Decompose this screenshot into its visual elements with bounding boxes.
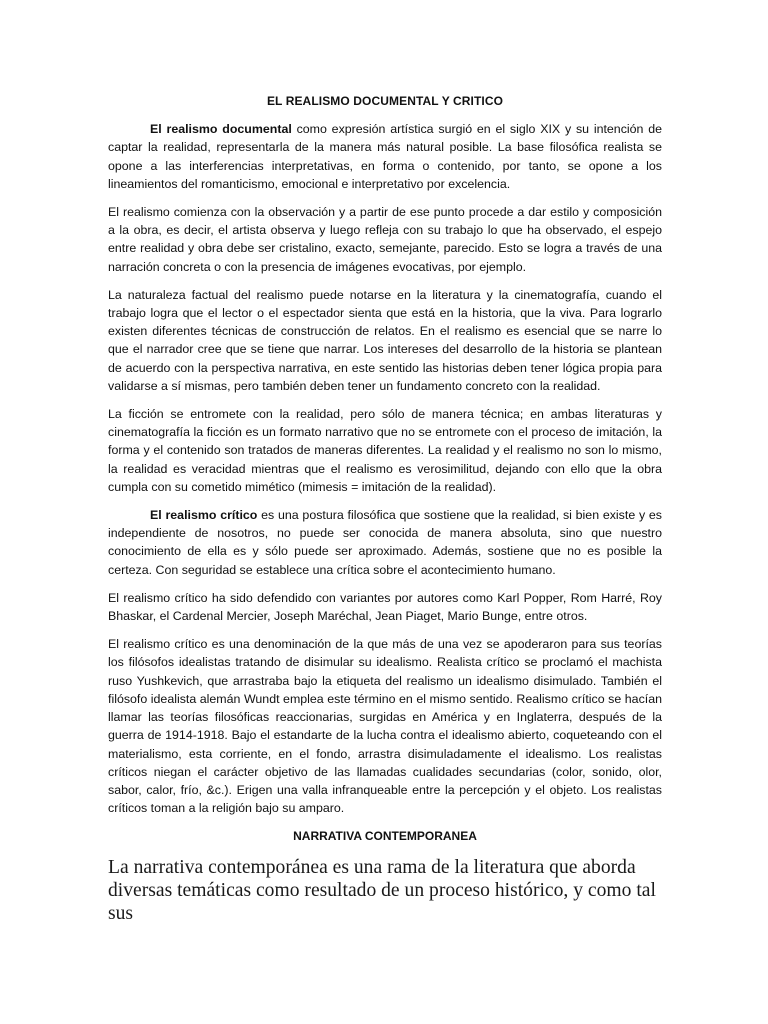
paragraph-text: como expresión artística surgió en el siglo XIX y su intención de captar la realidad, representarla de la manera más natural posible. La base filosófica realista se opone a las interferencias interpretativas, en forma o contenido, por tanto, se opone a los lineamientos del romanticismo, emocional e interpretativo por excelencia. [108, 122, 662, 191]
paragraph-realismo-critico [108, 506, 662, 579]
paragraph-lead-term: El realismo documental [150, 122, 292, 137]
document-page [108, 92, 662, 925]
paragraph-lead-term: El realismo crítico [150, 508, 258, 523]
section-title-narrativa: NARRATIVA CONTEMPORANEA [293, 829, 477, 844]
paragraph-observacion: El realismo comienza con la observación y a partir de ese punto procede a dar estilo y composición a la obra, es decir, el artista observa y luego refleja con su trabajo lo que ha observado, el espejo entre realidad y obra debe ser cristalino, exacto, semejante, parecido. Esto se logra a través de una narración concreta o con la presencia de imágenes evocativas, por ejemplo. [108, 205, 662, 274]
document-title: EL REALISMO DOCUMENTAL Y CRITICO [266, 94, 504, 108]
paragraph-realismo-documental [108, 120, 662, 193]
paragraph-naturaleza-factual: La naturaleza factual del realismo puede notarse en la literatura y la cinematografía, cuando el trabajo logra que el lector o el espectador sienta que está en la historia, que la viva. Para lograrlo existen diferentes técnicas de construcción de relatos. En el realismo es esencial que se narre lo que el narrador cree que se tiene que narrar. Los intereses del desarrollo de la historia se plantean de acuerdo con la perspectiva narrativa, en este sentido las historias deben tener lógica propia para validarse a sí mismas, pero también deben tener un fundamento concreto con la realidad. [108, 287, 662, 393]
paragraph-autores: El realismo crítico ha sido defendido con variantes por autores como Karl Popper, Rom Harré, Roy Bhaskar, el Cardenal Mercier, Joseph Maréchal, Jean Piaget, Mario Bunge, entre otros. [108, 590, 662, 624]
paragraph-narrativa-contemporanea: La narrativa contemporánea es una rama de la literatura que aborda diversas temáticas como resultado de un proceso histórico, y como tal sus [108, 856, 656, 924]
paragraph-denominacion: El realismo crítico es una denominación de la que más de una vez se apoderaron para sus teorías los filósofos idealistas tratando de disimular su idealismo. Realista crítico se proclamó el machista ruso Yushkevich, que arrastraba bajo la etiqueta del realismo un idealismo disimulado. También el filósofo idealista alemán Wundt emplea este término en el mismo sentido. Realismo crítico se hacían llamar las teorías filosóficas reaccionarias, surgidas en América y en Inglaterra, después de la guerra de 1914-1918. Bajo el estandarte de la lucha contra el idealismo abierto, coqueteando con el materialismo, esta corriente, en el fondo, arrastra disimuladamente el idealismo. Los realistas críticos niegan el carácter objetivo de las llamadas cualidades secundarias (color, sonido, olor, sabor, calor, frío, &c.). Erigen una valla infranqueable entre la percepción y el objeto. Los realistas críticos toman a la religión bajo su amparo. [108, 637, 662, 816]
paragraph-text: es una postura filosófica que sostiene que la realidad, si bien existe y es independiente de nosotros, no puede ser conocida de manera absoluta, sino que nuestro conocimiento de ella es y sólo puede ser aproximado. Además, sostiene que no es posible la certeza. Con seguridad se establece una crítica sobre el acontecimiento humano. [108, 508, 663, 577]
paragraph-ficcion: La ficción se entromete con la realidad, pero sólo de manera técnica; en ambas literaturas y cinematografía la ficción es un formato narrativo que no se entromete con el proceso de imitación, la forma y el contenido son tratados de maneras diferentes. La realidad y el realismo no son lo mismo, la realidad es veracidad mientras que el realismo es verosimilitud, dejando con ello que la obra cumpla con su cometido mimético (mimesis = imitación de la realidad). [108, 407, 662, 494]
